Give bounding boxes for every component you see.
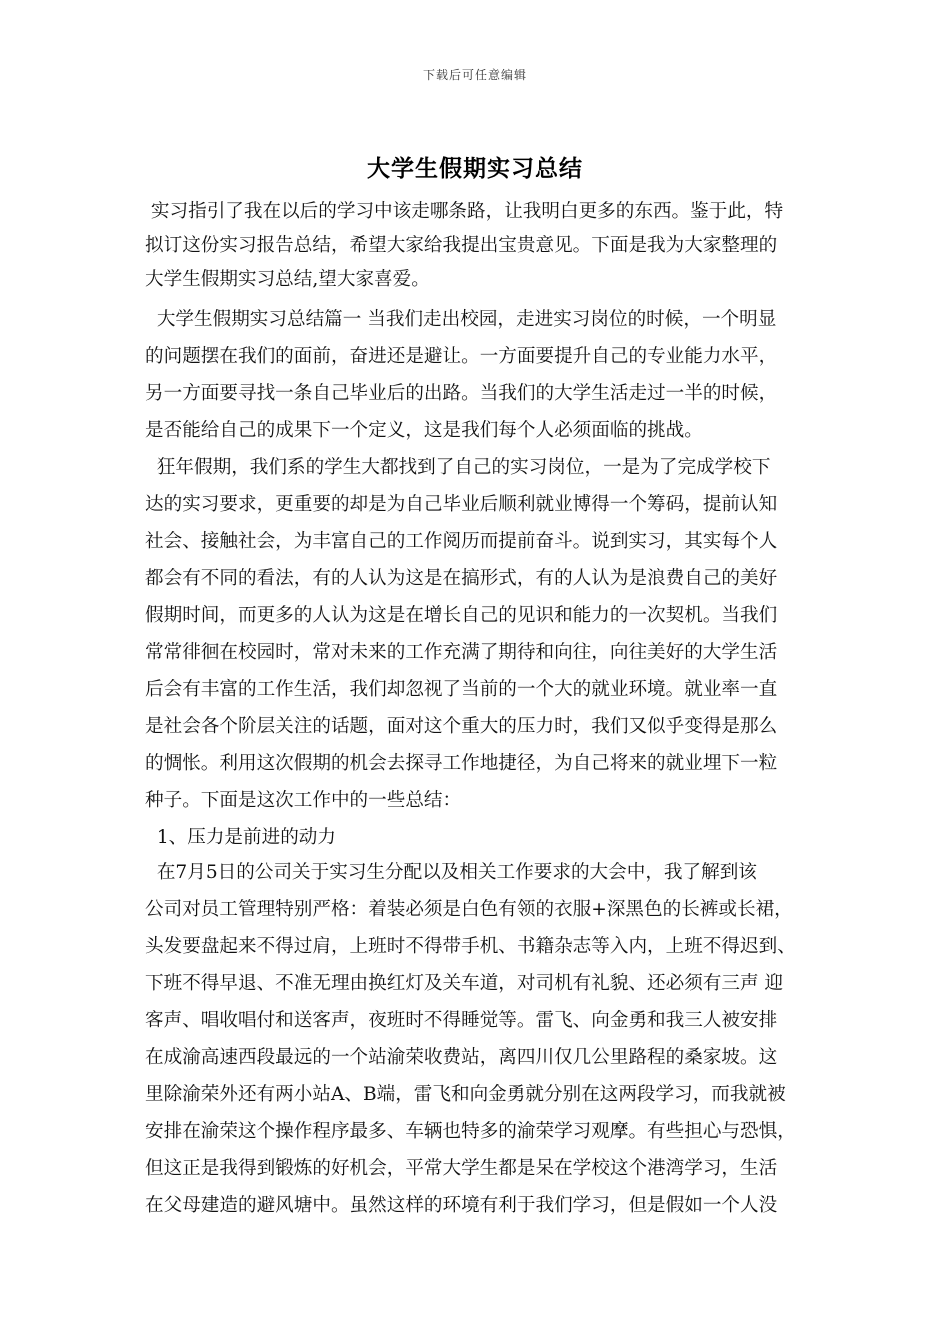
body-line: 狂年假期，我们系的学生大都找到了自己的实习岗位，一是为了完成学校下: [145, 457, 771, 478]
body-line: 的问题摆在我们的面前，奋进还是避让。一方面要提升自己的专业能力水平，: [145, 346, 778, 367]
body-line: 常常徘徊在校园时，常对未来的工作充满了期待和向往，向往美好的大学生活: [145, 642, 778, 663]
body-line: 大学生假期实习总结,望大家喜爱。: [145, 269, 430, 290]
body-line: 实习指引了我在以后的学习中该走哪条路，让我明白更多的东西。鉴于此，特: [145, 201, 784, 222]
body-line: 大学生假期实习总结篇一 当我们走出校园，走进实习岗位的时候，一个明显: [145, 309, 777, 330]
body-line: 头发要盘起来不得过肩，上班时不得带手机、书籍杂志等入内，上班不得迟到、: [145, 936, 796, 957]
body-line: 是否能给自己的成果下一个定义，这是我们每个人必须面临的挑战。: [145, 420, 703, 441]
header-note: 下载后可任意编辑: [422, 68, 527, 82]
body-line: 达的实习要求，更重要的却是为自己毕业后顺利就业博得一个筹码，提前认知: [145, 494, 778, 515]
body-line: 公司对员工管理特别严格：着装必须是白色有领的衣服+深黑色的长裤或长裙，: [145, 899, 793, 920]
body-line: 种子。下面是这次工作中的一些总结：: [145, 790, 462, 811]
section-heading: 1、压力是前进的动力: [145, 827, 336, 848]
body-line: 是社会各个阶层关注的话题，面对这个重大的压力时，我们又似乎变得是那么: [145, 716, 778, 737]
body-line: 另一方面要寻找一条自己毕业后的出路。当我们的大学生活走过一半的时候，: [145, 383, 778, 404]
body-line: 都会有不同的看法，有的人认为这是在搞形式，有的人认为是浪费自己的美好: [145, 568, 778, 589]
body-line: 但这正是我得到锻炼的好机会，平常大学生都是呆在学校这个港湾学习，生活: [145, 1158, 778, 1179]
body-line: 安排在渝荣这个操作程序最多、车辆也特多的渝荣学习观摩。有些担心与恐惧，: [145, 1121, 796, 1142]
body-line: 拟订这份实习报告总结，希望大家给我提出宝贵意见。下面是我为大家整理的: [145, 235, 778, 256]
body-line: 在父母建造的避风塘中。虽然这样的环境有利于我们学习，但是假如一个人没: [145, 1195, 778, 1216]
body-line: 社会、接触社会，为丰富自己的工作阅历而提前奋斗。说到实习，其实每个人: [145, 531, 778, 552]
body-line: 在7月5日的公司关于实习生分配以及相关工作要求的大会中，我了解到该: [145, 862, 757, 883]
body-line: 客声、唱收唱付和送客声，夜班时不得睡觉等。雷飞、向金勇和我三人被安排: [145, 1010, 778, 1031]
body-line: 下班不得早退、不准无理由换红灯及关车道，对司机有礼貌、还必须有三声 迎: [145, 973, 784, 994]
body-line: 在成渝高速西段最远的一个站渝荣收费站，离四川仅几公里路程的桑家坡。这: [145, 1047, 778, 1068]
document-title: 大学生假期实习总结: [367, 155, 583, 182]
body-line: 假期时间，而更多的人认为这是在增长自己的见识和能力的一次契机。当我们: [145, 605, 778, 626]
body-line: 后会有丰富的工作生活，我们却忽视了当前的一个大的就业环境。就业率一直: [145, 679, 778, 700]
body-line: 里除渝荣外还有两小站A、B端，雷飞和向金勇就分别在这两段学习，而我就被: [145, 1084, 786, 1105]
body-line: 的惆怅。利用这次假期的机会去探寻工作地捷径，为自己将来的就业埋下一粒: [145, 753, 778, 774]
